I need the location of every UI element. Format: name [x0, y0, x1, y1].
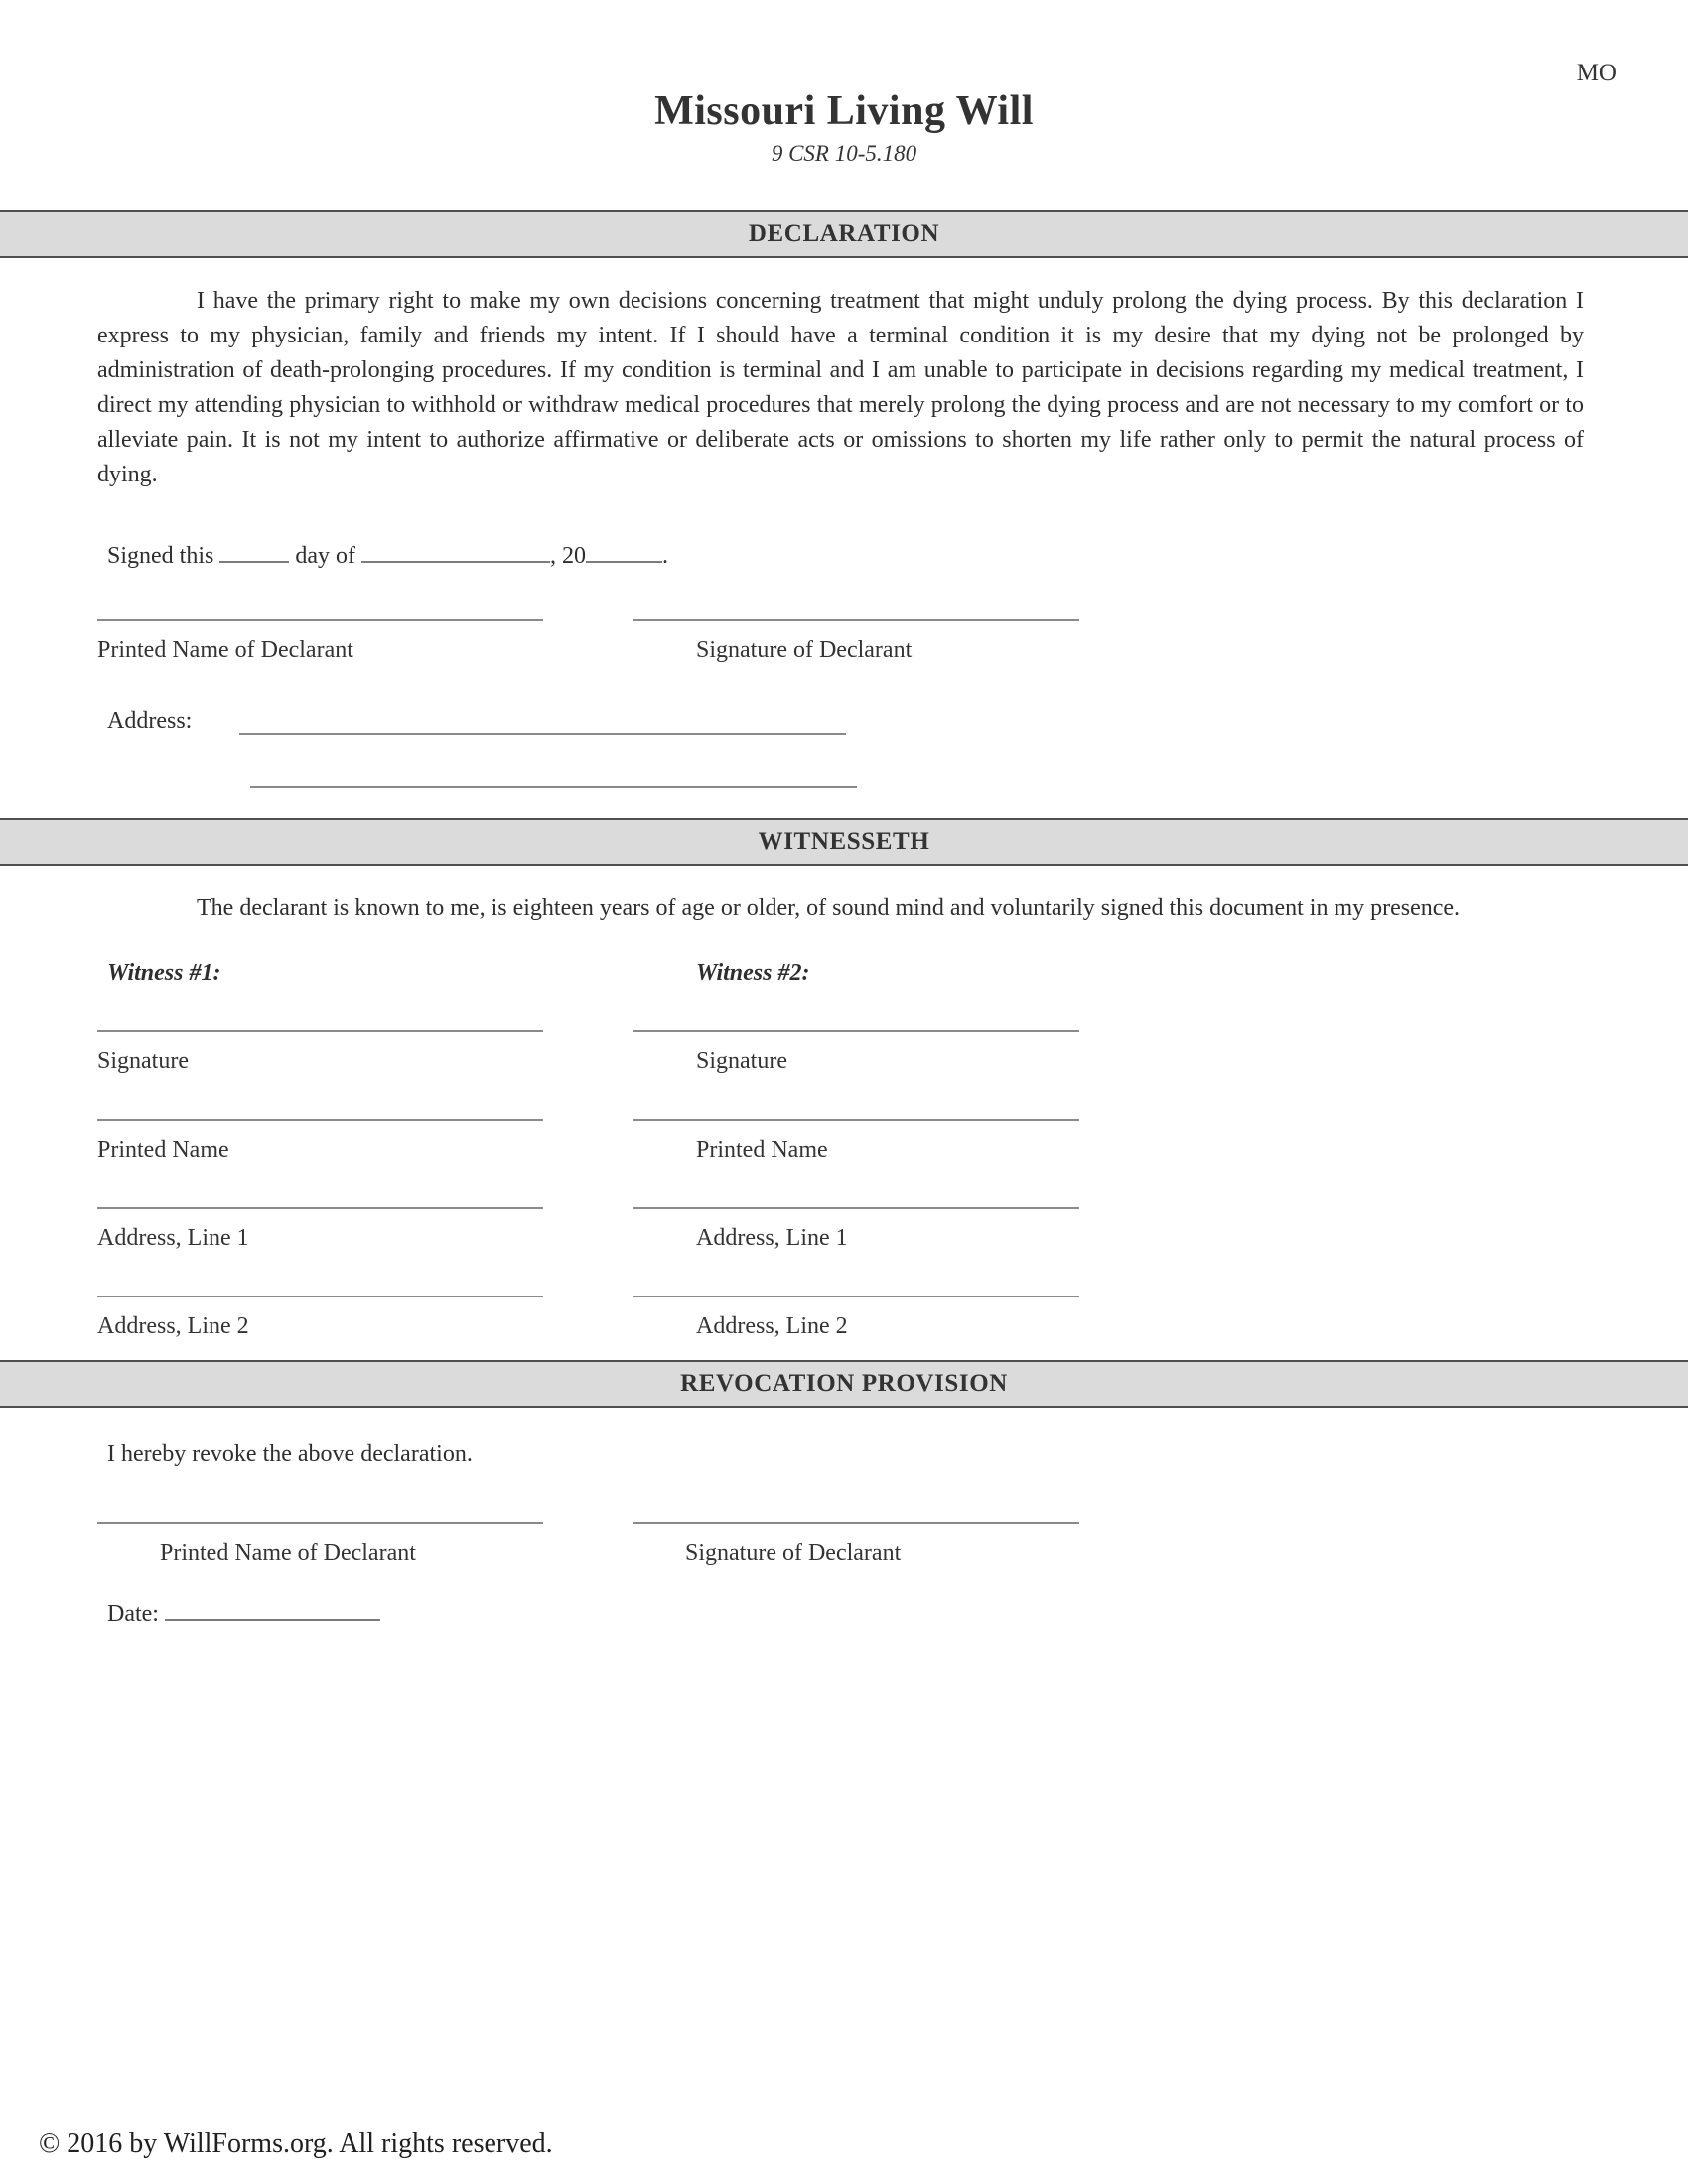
- section-header-declaration: DECLARATION: [0, 210, 1688, 258]
- signature-label: Signature of Declarant: [696, 637, 913, 663]
- witness-2-address-1-line[interactable]: [633, 1207, 1079, 1209]
- revocation-printed-name-line[interactable]: [97, 1522, 543, 1524]
- day-of-label: day of: [295, 543, 355, 569]
- witness-1-address-1-line[interactable]: [97, 1207, 543, 1209]
- witness-2-printed-name-label: Printed Name: [696, 1137, 828, 1162]
- signed-date-row: [97, 538, 1584, 570]
- revocation-printed-name-label: Printed Name of Declarant: [160, 1540, 416, 1566]
- date-label: Date:: [107, 1601, 159, 1627]
- revocation-body-text: I hereby revoke the above declaration.: [107, 1441, 473, 1467]
- page-title: Missouri Living Will: [654, 88, 1034, 134]
- printed-name-label: Printed Name of Declarant: [97, 637, 353, 663]
- witness-1-signature-line[interactable]: [97, 1030, 543, 1032]
- witness-2-address-2-line[interactable]: [633, 1296, 1079, 1297]
- witness-1-heading: Witness #1:: [107, 960, 221, 986]
- revocation-date-row: [97, 1596, 1584, 1628]
- witness-2-printed-name-field: [633, 1119, 1079, 1163]
- witness-2-signature-label: Signature: [696, 1048, 787, 1074]
- declaration-body-text: I have the primary right to make my own decisions concerning treatment that might unduly prolong the dying process. By this declaration I express to my physician, family and friends my intent. If I should have a terminal condition it is my desire that my dying not be prolonged by administration of death-prolonging procedures. If my condition is terminal and I am unable to participate in decisions regarding my medical treatment, I direct my attending physician to withhold or withdraw medical procedures that merely prolong the dying process and are not necessary to my comfort or to alleviate pain. It is not my intent to authorize affirmative or deliberate acts or omissions to shorten my life rather only to permit the natural process of dying.: [97, 288, 1584, 487]
- witness-2-heading: Witness #2:: [696, 960, 810, 986]
- declarant-printed-name-col: [97, 619, 543, 664]
- year-prefix-label: , 20: [550, 543, 586, 569]
- witness-1-column: [97, 926, 543, 1340]
- witness-1-printed-name-line[interactable]: [97, 1119, 543, 1121]
- witness-2-printed-name-line[interactable]: [633, 1119, 1079, 1121]
- signed-day-blank[interactable]: [219, 538, 289, 563]
- witness-1-printed-name-field: [97, 1119, 543, 1163]
- witness-1-address-1-field: [97, 1207, 543, 1252]
- copyright-footer: © 2016 by WillForms.org. All rights reserved.: [39, 2128, 553, 2159]
- witness-2-column: [633, 926, 1079, 1340]
- declarant-printed-name-line[interactable]: [97, 619, 543, 621]
- signed-this-label: Signed this: [107, 543, 214, 569]
- declarant-address-row: [97, 708, 1584, 735]
- statute-reference: 9 CSR 10-5.180: [771, 141, 917, 166]
- declarant-signature-line[interactable]: [633, 619, 1079, 621]
- witness-2-address-2-label: Address, Line 2: [696, 1313, 848, 1339]
- signed-period: .: [662, 543, 668, 569]
- section-header-witnesseth: WITNESSETH: [0, 818, 1688, 866]
- revocation-signature-block: [97, 1522, 1584, 1567]
- declarant-address-line-2[interactable]: [250, 786, 857, 788]
- witness-2-address-1-label: Address, Line 1: [696, 1225, 848, 1251]
- state-code: MO: [1576, 60, 1617, 86]
- witness-1-address-2-label: Address, Line 2: [97, 1313, 249, 1339]
- signed-month-blank[interactable]: [361, 538, 550, 563]
- declarant-signature-col: [633, 619, 1079, 664]
- signed-year-blank[interactable]: [586, 538, 662, 563]
- declarant-signature-block: [97, 619, 1584, 664]
- witness-2-signature-field: [633, 1030, 1079, 1075]
- witness-2-address-1-field: [633, 1207, 1079, 1252]
- witness-1-printed-name-label: Printed Name: [97, 1137, 229, 1162]
- revocation-signature-line[interactable]: [633, 1522, 1079, 1524]
- revocation-printed-name-col: [97, 1522, 543, 1567]
- witness-1-address-2-line[interactable]: [97, 1296, 543, 1297]
- witness-2-signature-line[interactable]: [633, 1030, 1079, 1032]
- witness-columns: [97, 926, 1584, 1340]
- witness-1-address-2-field: [97, 1296, 543, 1340]
- address-label: Address:: [107, 708, 193, 734]
- witness-2-address-2-field: [633, 1296, 1079, 1340]
- declarant-address-line-1[interactable]: [239, 709, 846, 735]
- witness-1-signature-label: Signature: [97, 1048, 189, 1074]
- revocation-signature-col: [633, 1522, 1079, 1567]
- revocation-section: [0, 1437, 1688, 1628]
- declarant-address-row-2: [97, 786, 1584, 788]
- revocation-signature-label: Signature of Declarant: [685, 1540, 902, 1566]
- revocation-date-blank[interactable]: [165, 1596, 380, 1621]
- declaration-section: [0, 284, 1688, 788]
- witnesseth-section: [0, 891, 1688, 1340]
- witness-1-signature-field: [97, 1030, 543, 1075]
- witnesseth-body-text: The declarant is known to me, is eighteen years of age or older, of sound mind and voluntarily signed this document in my presence.: [197, 895, 1461, 921]
- witness-1-address-1-label: Address, Line 1: [97, 1225, 249, 1251]
- section-header-revocation: REVOCATION PROVISION: [0, 1360, 1688, 1408]
